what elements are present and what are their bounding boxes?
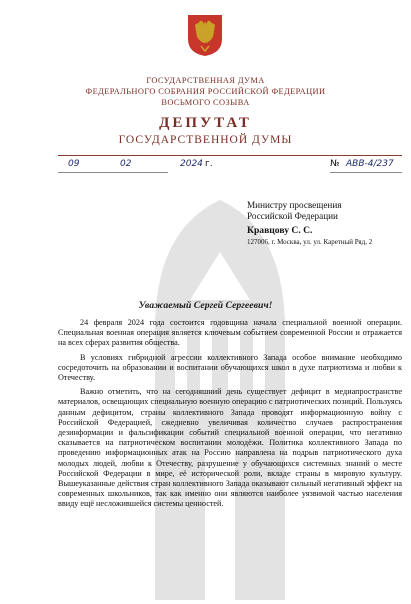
recipient-line-1: Министру просвещения [247, 200, 342, 210]
org-line-1: ГОСУДАРСТВЕННАЯ ДУМА [146, 76, 265, 85]
recipient-line-2: Российской Федерации [247, 211, 338, 221]
date-underline [58, 172, 168, 173]
header-divider [58, 155, 402, 156]
letter-body [58, 318, 402, 514]
date-month: 02 [120, 159, 132, 169]
russian-coat-of-arms-icon [187, 13, 223, 57]
document-number: АВВ-4/237 [346, 159, 394, 169]
org-line-3: ВОСЬМОГО СОЗЫВА [161, 98, 250, 107]
date-year-suffix: г. [205, 159, 213, 169]
recipient-address: 127006, г. Москва, ул. ул. Каретный Ряд, 2 [247, 238, 373, 246]
number-prefix: № [330, 159, 340, 169]
recipient-name: Кравцову С. С. [247, 225, 313, 236]
greeting: Уважаемый Сергей Сергеевич! [138, 300, 273, 311]
deputat-subtitle: ГОСУДАРСТВЕННОЙ ДУМЫ [118, 134, 293, 146]
paragraph: Важно отметить, что на сегодняшний день существует дефицит в медиапространстве материалов, освещающих специальную военную операцию с патриотических позиций. Пользуясь данным дефицитом, страны коллективного Запада проводят информационную войну с Российской Федерацией, сжедневно увеличивая количество случаев распространения дезинформации и фальсификации событий специальной военной операции, что негативно сказывается на патриотическом воспитании молодёжи. Политика коллективного Запада по проведению информационных атак на Россию направлена на подрыв патриотического духа молодых людей, любви к Отечеству, разрушение у обучающихся системных знаний о месте Российской Федерации в мире, её исторической роли, вкладе страны в мировую культуру. Вышеуказанные действия стран коллективного Запада оказывают сильный негативный эффект на современных школьников, так как именно они являются наиболее уязвимой частью населения ввиду ещё несложившейся системы ценностей. [58, 387, 402, 509]
paragraph: 24 февраля 2024 года состоится годовщина начала специальной военной операции. Специальная военная операция является ключевым событием современной России и отражается на всех сферах развития общества. [58, 318, 402, 348]
date-year: 2024 [180, 159, 203, 169]
deputat-title: ДЕПУТАТ [159, 115, 252, 131]
paragraph: В условиях гибридной агрессии коллективного Запада особое внимание необходимо сосредоточить на образовании и воспитании обучающихся школ в духе патриотизма и любви к Отечеству. [58, 352, 402, 383]
number-underline [330, 172, 402, 173]
org-line-2: ФЕДЕРАЛЬНОГО СОБРАНИЯ РОССИЙСКОЙ ФЕДЕРАЦИИ [85, 87, 326, 96]
date-day: 09 [68, 159, 80, 169]
